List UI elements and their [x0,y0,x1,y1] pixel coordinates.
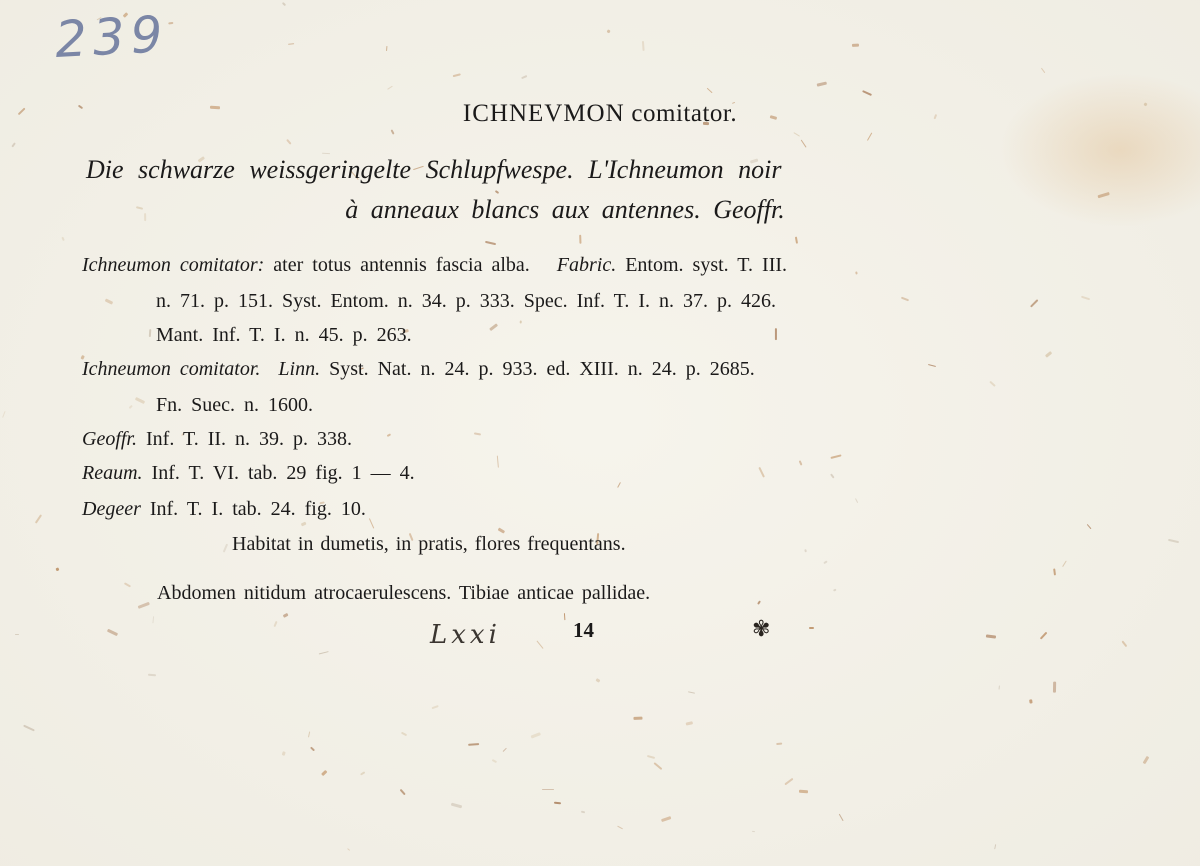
paper-fiber [542,789,554,790]
paper-fiber [647,755,655,759]
habitat-text: Habitat in dumetis, in pratis, flores frequentans. [232,533,626,555]
paper-fiber [999,685,1001,689]
paper-fiber [706,87,712,93]
paper-fiber [519,320,521,323]
printer-ornament-icon: ✾ [752,616,771,641]
paper-fiber [135,397,145,404]
paper-fiber [653,762,662,770]
reference-author: Degeer [82,498,141,520]
paper-fiber [153,616,155,623]
paper-fiber [751,830,754,832]
paper-fiber [901,297,909,302]
paper-fiber [492,759,497,763]
paper-fiber [129,405,133,409]
reference-author: Fabric. [556,254,617,276]
paper-fiber [11,142,16,147]
paper-fiber [862,90,872,96]
paper-fiber [795,236,798,243]
reference-citation: Syst. Nat. n. 24. p. 933. ed. XIII. n. 24. p. 2685. [320,358,755,380]
paper-fiber [168,22,174,25]
reference-citation: Mant. Inf. T. I. n. 45. p. 263. [156,324,412,346]
paper-fiber [453,73,461,77]
abdomen-note: Abdomen nitidum atrocaerulescens. Tibiae anticae pallidae. [157,582,651,604]
paper-fiber [222,543,227,552]
paper-fiber [399,789,406,796]
paper-fiber [607,29,611,33]
handwritten-roman-numeral: Lxxi [430,620,501,650]
paper-fiber [390,129,394,134]
paper-fiber [804,549,806,553]
reference-line [82,498,366,521]
paper-fiber [347,848,350,851]
paper-fiber [928,363,936,366]
species-name: comitator. [631,100,738,127]
paper-fiber [107,629,118,637]
paper-fiber [852,44,859,47]
genus-name: ICHNEVMON [462,100,625,127]
paper-fiber [823,560,828,564]
paper-fiber [757,467,764,478]
paper-fiber [485,241,496,246]
reference-citation: Inf. T. II. n. 39. p. 338. [137,428,353,450]
paper-fiber [387,433,391,437]
paper-fiber [531,733,541,739]
paper-fiber [866,133,872,141]
paper-fiber [401,732,407,737]
paper-fiber [432,705,439,709]
french-common-name-part2: à anneaux blancs aux antennes. [345,195,701,224]
paper-fiber [124,582,131,587]
paper-fiber [301,522,307,527]
paper-fiber [520,75,527,79]
paper-fiber [775,328,777,340]
reference-line [156,394,313,417]
reference-line [82,358,755,381]
paper-fiber [641,41,644,51]
paper-fiber [1030,298,1039,307]
paper-fiber [321,770,327,776]
french-name-author: Geoffr. [713,195,785,224]
common-names-line-2 [0,195,1130,225]
paper-fiber [793,132,800,137]
paper-fiber [799,460,803,466]
paper-fiber [274,621,278,627]
paper-fiber [809,627,814,629]
paper-fiber [282,751,286,755]
reference-taxon: Ichneumon comitator: [82,254,265,276]
reference-line [82,428,352,451]
paper-fiber [386,46,388,51]
paper-fiber [776,743,782,745]
paper-fiber [502,747,507,752]
reference-taxon: Ichneumon comitator. [82,358,261,380]
paper-fiber [149,329,152,337]
paper-fiber [55,567,59,571]
paper-fiber [62,236,66,241]
reference-diagnosis: ater totus antennis fascia alba. [264,254,530,276]
reference-citation: Inf. T. I. tab. 24. fig. 10. [140,498,366,520]
paper-fiber [800,140,806,148]
paper-fiber [1045,351,1052,358]
paper-fiber [34,514,42,524]
paper-fiber [688,691,695,693]
paper-fiber [495,190,499,194]
paper-fiber [1122,640,1128,647]
paper-fiber [319,650,329,654]
paper-fiber [990,381,997,387]
paper-fiber [833,589,837,592]
paper-fiber [536,640,543,648]
species-title [0,100,1200,128]
paper-fiber [994,844,996,849]
paper-fiber [985,634,996,638]
paper-fiber [633,717,643,720]
paper-fiber [1143,757,1149,765]
reference-line [156,290,776,313]
paper-fiber [105,298,113,304]
paper-fiber [288,43,294,45]
paper-fiber [2,411,6,418]
reference-citation: Entom. syst. T. III. [616,254,788,276]
paper-fiber [580,811,584,814]
paper-fiber [308,732,310,738]
paper-fiber [817,82,827,87]
paper-fiber [1040,632,1048,640]
paper-fiber [617,482,621,488]
paper-fiber [799,790,808,794]
paper-fiber [1040,68,1045,74]
reference-citation: Inf. T. VI. tab. 29 fig. 1 — 4. [142,462,415,484]
paper-fiber [15,634,19,635]
reference-line [82,254,787,277]
paper-fiber [855,498,858,503]
paper-fiber [1081,296,1090,301]
paper-fiber [497,455,499,467]
reference-author: Linn. [278,358,321,380]
paper-fiber [1168,539,1179,544]
paper-fiber [617,825,623,829]
common-names-line-1 [86,155,782,185]
reference-line [82,462,415,485]
paper-fiber [1062,560,1067,566]
german-common-name: Die schwarze weissgeringelte Schlupfwespe. [86,155,574,184]
paper-fiber [23,724,35,731]
paper-fiber [831,454,842,458]
handwritten-catalog-number: 239 [53,5,170,69]
paper-fiber [784,778,793,785]
paper-fiber [281,2,285,6]
paper-fiber [148,674,156,677]
paper-fiber [838,814,843,822]
reference-citation: Fn. Suec. n. 1600. [156,394,313,416]
reference-line [156,324,412,347]
paper-fiber [489,323,498,331]
paper-fiber [287,139,292,145]
paper-fiber [758,601,762,605]
paper-fiber [138,602,150,609]
reference-author: Geoffr. [82,428,137,450]
french-common-name-part1: L'Ichneumon noir [588,155,782,184]
paper-fiber [468,743,479,746]
paper-fiber [579,234,581,243]
paper-fiber [387,85,393,89]
reference-author: Reaum. [82,462,143,484]
paper-fiber [1086,524,1091,529]
paper-fiber [856,271,858,274]
reference-citation: n. 71. p. 151. Syst. Entom. n. 34. p. 333. Spec. Inf. T. I. n. 37. p. 426. [156,290,777,312]
paper-fiber [1053,569,1056,576]
paper-fiber [451,803,462,809]
paper-fiber [310,747,315,752]
paper-fiber [1053,681,1056,692]
paper-fiber [360,770,366,775]
paper-fiber [283,613,289,618]
paper-fiber [368,518,374,529]
paper-fiber [474,433,482,436]
paper-fiber [554,801,562,804]
paper-fiber [831,473,835,478]
paper-fiber [661,816,672,822]
paper-fiber [686,722,693,726]
paper-fiber [564,613,566,620]
page-number: 14 [573,618,594,642]
paper-fiber [1030,699,1033,703]
paper-fiber [596,678,601,683]
